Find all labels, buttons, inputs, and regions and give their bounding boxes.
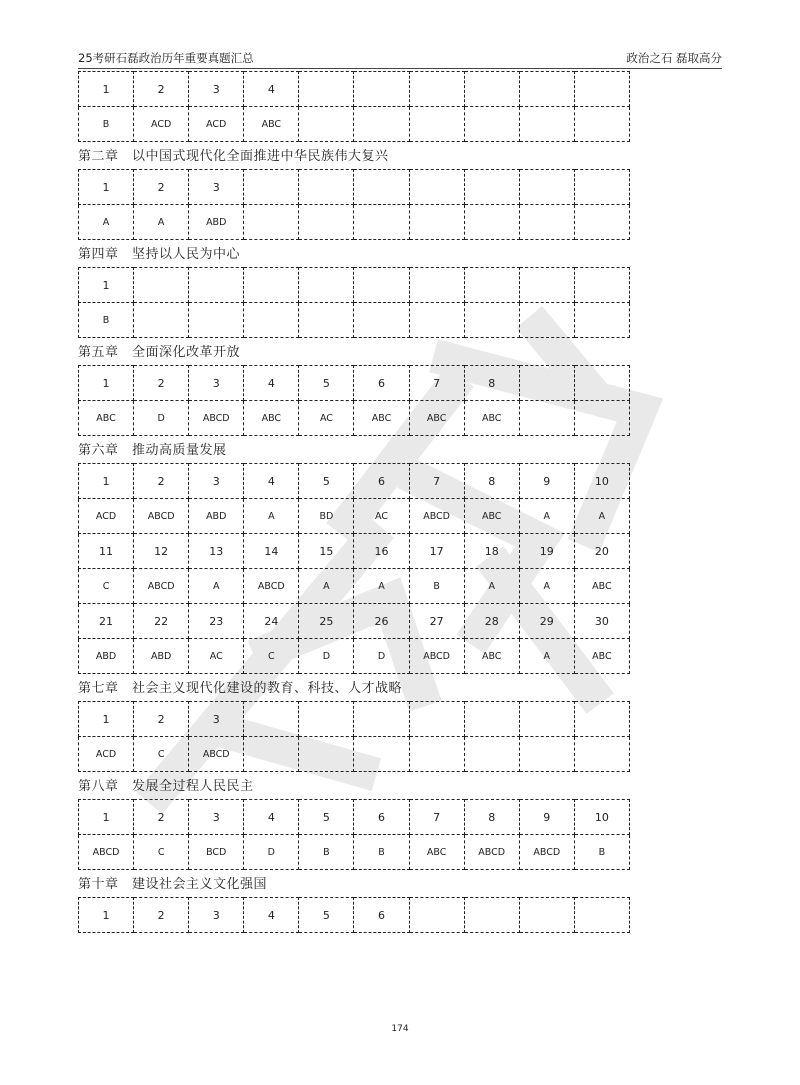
question-number-cell: 20	[574, 534, 629, 569]
answer-cell: ABC	[464, 499, 519, 534]
question-number-cell	[354, 268, 409, 303]
question-number-cell: 9	[519, 464, 574, 499]
answer-cell	[299, 303, 354, 338]
question-number-cell	[464, 702, 519, 737]
question-number-cell	[574, 170, 629, 205]
answer-table	[78, 799, 630, 870]
answer-cell	[464, 107, 519, 142]
answer-row	[79, 737, 630, 772]
question-number-cell: 14	[244, 534, 299, 569]
question-number-row	[79, 464, 630, 499]
question-number-cell: 1	[79, 268, 134, 303]
answer-table	[78, 365, 630, 436]
question-number-cell	[519, 702, 574, 737]
answer-table	[78, 267, 630, 338]
answer-cell: ABD	[79, 639, 134, 674]
question-number-cell: 2	[134, 702, 189, 737]
answer-row	[79, 499, 630, 534]
answer-cell	[354, 737, 409, 772]
question-number-cell: 24	[244, 604, 299, 639]
answer-row	[79, 639, 630, 674]
answer-cell: A	[519, 639, 574, 674]
question-number-cell: 18	[464, 534, 519, 569]
question-number-cell: 25	[299, 604, 354, 639]
answer-cell	[354, 205, 409, 240]
answer-cell: A	[79, 205, 134, 240]
answer-cell: A	[299, 569, 354, 604]
answer-cell	[354, 303, 409, 338]
answer-row	[79, 107, 630, 142]
answer-cell: B	[574, 835, 629, 870]
answer-cell: B	[299, 835, 354, 870]
answer-cell: ABCD	[79, 835, 134, 870]
question-number-cell	[574, 898, 629, 933]
answer-cell: AC	[299, 401, 354, 436]
answer-cell	[464, 737, 519, 772]
answer-cell	[189, 303, 244, 338]
question-number-row	[79, 268, 630, 303]
answer-cell	[299, 205, 354, 240]
question-number-cell: 17	[409, 534, 464, 569]
question-number-cell	[574, 702, 629, 737]
answer-cell	[244, 737, 299, 772]
question-number-cell: 2	[134, 170, 189, 205]
question-number-cell	[519, 898, 574, 933]
answer-row	[79, 569, 630, 604]
answer-cell: BD	[299, 499, 354, 534]
question-number-cell: 6	[354, 464, 409, 499]
answer-table	[78, 463, 630, 674]
question-number-cell	[519, 366, 574, 401]
question-number-cell: 1	[79, 800, 134, 835]
question-number-cell: 11	[79, 534, 134, 569]
question-number-cell: 3	[189, 72, 244, 107]
answer-cell: ABC	[574, 639, 629, 674]
answer-cell	[409, 107, 464, 142]
question-number-row	[79, 170, 630, 205]
question-number-cell: 5	[299, 464, 354, 499]
question-number-cell	[519, 72, 574, 107]
question-number-cell	[134, 268, 189, 303]
chapter-title: 第八章 发展全过程人民民主	[78, 779, 254, 794]
question-number-row	[79, 366, 630, 401]
question-number-cell	[464, 268, 519, 303]
answer-cell	[354, 107, 409, 142]
answer-cell: ACD	[134, 107, 189, 142]
question-number-cell: 3	[189, 702, 244, 737]
answer-cell: ABC	[464, 401, 519, 436]
question-number-cell: 1	[79, 170, 134, 205]
question-number-cell: 8	[464, 366, 519, 401]
question-number-cell: 10	[574, 464, 629, 499]
question-number-cell	[519, 170, 574, 205]
answer-cell: A	[354, 569, 409, 604]
answer-cell: A	[519, 499, 574, 534]
answer-cell: A	[244, 499, 299, 534]
question-number-row	[79, 800, 630, 835]
question-number-cell: 21	[79, 604, 134, 639]
question-number-cell	[574, 72, 629, 107]
answer-cell	[519, 737, 574, 772]
answer-cell: A	[189, 569, 244, 604]
answer-cell: ABC	[244, 107, 299, 142]
question-number-cell	[464, 72, 519, 107]
question-number-cell	[409, 898, 464, 933]
question-number-cell: 4	[244, 72, 299, 107]
answer-cell	[574, 107, 629, 142]
question-number-cell: 3	[189, 464, 244, 499]
answer-cell: ABC	[244, 401, 299, 436]
answer-cell	[574, 401, 629, 436]
question-number-cell: 15	[299, 534, 354, 569]
question-number-cell: 5	[299, 366, 354, 401]
question-number-cell: 4	[244, 800, 299, 835]
answer-cell	[409, 737, 464, 772]
answer-cell: C	[134, 835, 189, 870]
answer-cell	[244, 205, 299, 240]
answer-cell: ABD	[134, 639, 189, 674]
question-number-cell: 3	[189, 366, 244, 401]
chapter-title: 第十章 建设社会主义文化强国	[78, 877, 268, 892]
question-number-cell: 9	[519, 800, 574, 835]
question-number-cell: 2	[134, 464, 189, 499]
question-number-cell	[519, 268, 574, 303]
answer-cell: AC	[354, 499, 409, 534]
answer-cell: C	[79, 569, 134, 604]
question-number-cell: 26	[354, 604, 409, 639]
question-number-cell	[409, 702, 464, 737]
question-number-cell	[299, 72, 354, 107]
answer-cell	[244, 303, 299, 338]
question-number-cell: 1	[79, 702, 134, 737]
page-number: 174	[391, 1024, 409, 1034]
answer-cell: B	[79, 107, 134, 142]
question-number-row	[79, 72, 630, 107]
answer-cell	[464, 303, 519, 338]
answer-cell: ABD	[189, 205, 244, 240]
question-number-cell	[354, 72, 409, 107]
question-number-cell	[244, 268, 299, 303]
answer-cell	[519, 401, 574, 436]
answer-cell	[519, 303, 574, 338]
chapter-title: 第六章 推动高质量发展	[78, 443, 227, 458]
question-number-cell	[464, 898, 519, 933]
question-number-cell: 4	[244, 464, 299, 499]
question-number-cell: 10	[574, 800, 629, 835]
question-number-cell: 19	[519, 534, 574, 569]
answer-content	[78, 71, 630, 933]
answer-cell: B	[354, 835, 409, 870]
question-number-cell: 2	[134, 898, 189, 933]
question-number-cell: 2	[134, 366, 189, 401]
question-number-cell: 6	[354, 898, 409, 933]
answer-table	[78, 897, 630, 933]
question-number-cell: 28	[464, 604, 519, 639]
question-number-cell: 5	[299, 800, 354, 835]
question-number-cell: 6	[354, 366, 409, 401]
answer-cell: ABCD	[519, 835, 574, 870]
answer-cell: B	[79, 303, 134, 338]
question-number-cell: 23	[189, 604, 244, 639]
answer-row	[79, 401, 630, 436]
answer-cell: AC	[189, 639, 244, 674]
answer-cell: ABC	[574, 569, 629, 604]
question-number-cell: 2	[134, 800, 189, 835]
question-number-cell: 3	[189, 898, 244, 933]
answer-cell: ABCD	[409, 499, 464, 534]
answer-cell: A	[134, 205, 189, 240]
answer-cell: ACD	[79, 499, 134, 534]
answer-cell: A	[574, 499, 629, 534]
question-number-cell: 12	[134, 534, 189, 569]
answer-cell: ABCD	[409, 639, 464, 674]
answer-cell	[134, 303, 189, 338]
question-number-cell	[299, 170, 354, 205]
question-number-row	[79, 604, 630, 639]
answer-cell: D	[244, 835, 299, 870]
question-number-cell	[574, 268, 629, 303]
question-number-cell	[574, 366, 629, 401]
question-number-cell: 1	[79, 366, 134, 401]
answer-cell: ABCD	[134, 569, 189, 604]
answer-cell: C	[134, 737, 189, 772]
question-number-cell: 7	[409, 366, 464, 401]
answer-cell: ABC	[409, 401, 464, 436]
answer-cell	[574, 303, 629, 338]
question-number-cell: 30	[574, 604, 629, 639]
question-number-cell	[409, 170, 464, 205]
question-number-cell: 27	[409, 604, 464, 639]
question-number-cell	[189, 268, 244, 303]
question-number-cell: 6	[354, 800, 409, 835]
answer-cell: ABD	[189, 499, 244, 534]
answer-row	[79, 835, 630, 870]
question-number-cell	[354, 170, 409, 205]
answer-cell	[574, 205, 629, 240]
answer-cell: D	[134, 401, 189, 436]
answer-cell: ABCD	[244, 569, 299, 604]
chapter-title: 第七章 社会主义现代化建设的教育、科技、人才战略	[78, 681, 403, 696]
answer-cell	[519, 107, 574, 142]
chapter-title: 第五章 全面深化改革开放	[78, 345, 241, 360]
answer-cell: ABC	[409, 835, 464, 870]
question-number-cell: 22	[134, 604, 189, 639]
question-number-cell: 1	[79, 898, 134, 933]
question-number-cell	[299, 702, 354, 737]
question-number-cell: 13	[189, 534, 244, 569]
answer-cell: D	[299, 639, 354, 674]
answer-table	[78, 71, 630, 142]
answer-row	[79, 303, 630, 338]
answer-cell: A	[464, 569, 519, 604]
question-number-cell: 7	[409, 800, 464, 835]
answer-cell: D	[354, 639, 409, 674]
question-number-cell	[464, 170, 519, 205]
question-number-cell: 5	[299, 898, 354, 933]
answer-cell	[409, 303, 464, 338]
question-number-cell: 3	[189, 800, 244, 835]
question-number-cell: 3	[189, 170, 244, 205]
question-number-cell	[244, 702, 299, 737]
question-number-cell: 4	[244, 366, 299, 401]
question-number-cell: 7	[409, 464, 464, 499]
header-left-title: 25考研石磊政治历年重要真题汇总	[78, 51, 254, 65]
answer-cell	[409, 205, 464, 240]
answer-cell: A	[519, 569, 574, 604]
answer-cell: BCD	[189, 835, 244, 870]
question-number-cell: 16	[354, 534, 409, 569]
page-header	[78, 46, 722, 69]
answer-cell: B	[409, 569, 464, 604]
answer-cell	[464, 205, 519, 240]
question-number-cell: 2	[134, 72, 189, 107]
question-number-cell	[409, 268, 464, 303]
question-number-cell: 1	[79, 72, 134, 107]
question-number-row	[79, 534, 630, 569]
question-number-row	[79, 702, 630, 737]
answer-cell: ABCD	[189, 737, 244, 772]
question-number-cell: 4	[244, 898, 299, 933]
answer-cell	[299, 737, 354, 772]
answer-cell	[519, 205, 574, 240]
question-number-row	[79, 898, 630, 933]
question-number-cell	[299, 268, 354, 303]
question-number-cell	[409, 72, 464, 107]
question-number-cell: 8	[464, 800, 519, 835]
question-number-cell: 1	[79, 464, 134, 499]
question-number-cell	[354, 702, 409, 737]
answer-cell: ABCD	[134, 499, 189, 534]
chapter-title: 第四章 坚持以人民为中心	[78, 247, 241, 262]
answer-cell: ACD	[79, 737, 134, 772]
answer-cell: ABCD	[464, 835, 519, 870]
answer-table	[78, 169, 630, 240]
answer-cell: ACD	[189, 107, 244, 142]
answer-cell: ABC	[79, 401, 134, 436]
answer-table	[78, 701, 630, 772]
answer-cell	[574, 737, 629, 772]
answer-cell: ABCD	[189, 401, 244, 436]
question-number-cell	[244, 170, 299, 205]
question-number-cell: 8	[464, 464, 519, 499]
header-right-slogan: 政治之石 磊取高分	[626, 51, 722, 65]
answer-row	[79, 205, 630, 240]
answer-cell	[299, 107, 354, 142]
answer-cell: C	[244, 639, 299, 674]
chapter-title: 第二章 以中国式现代化全面推进中华民族伟大复兴	[78, 149, 389, 164]
answer-cell: ABC	[354, 401, 409, 436]
question-number-cell: 29	[519, 604, 574, 639]
answer-cell: ABC	[464, 639, 519, 674]
